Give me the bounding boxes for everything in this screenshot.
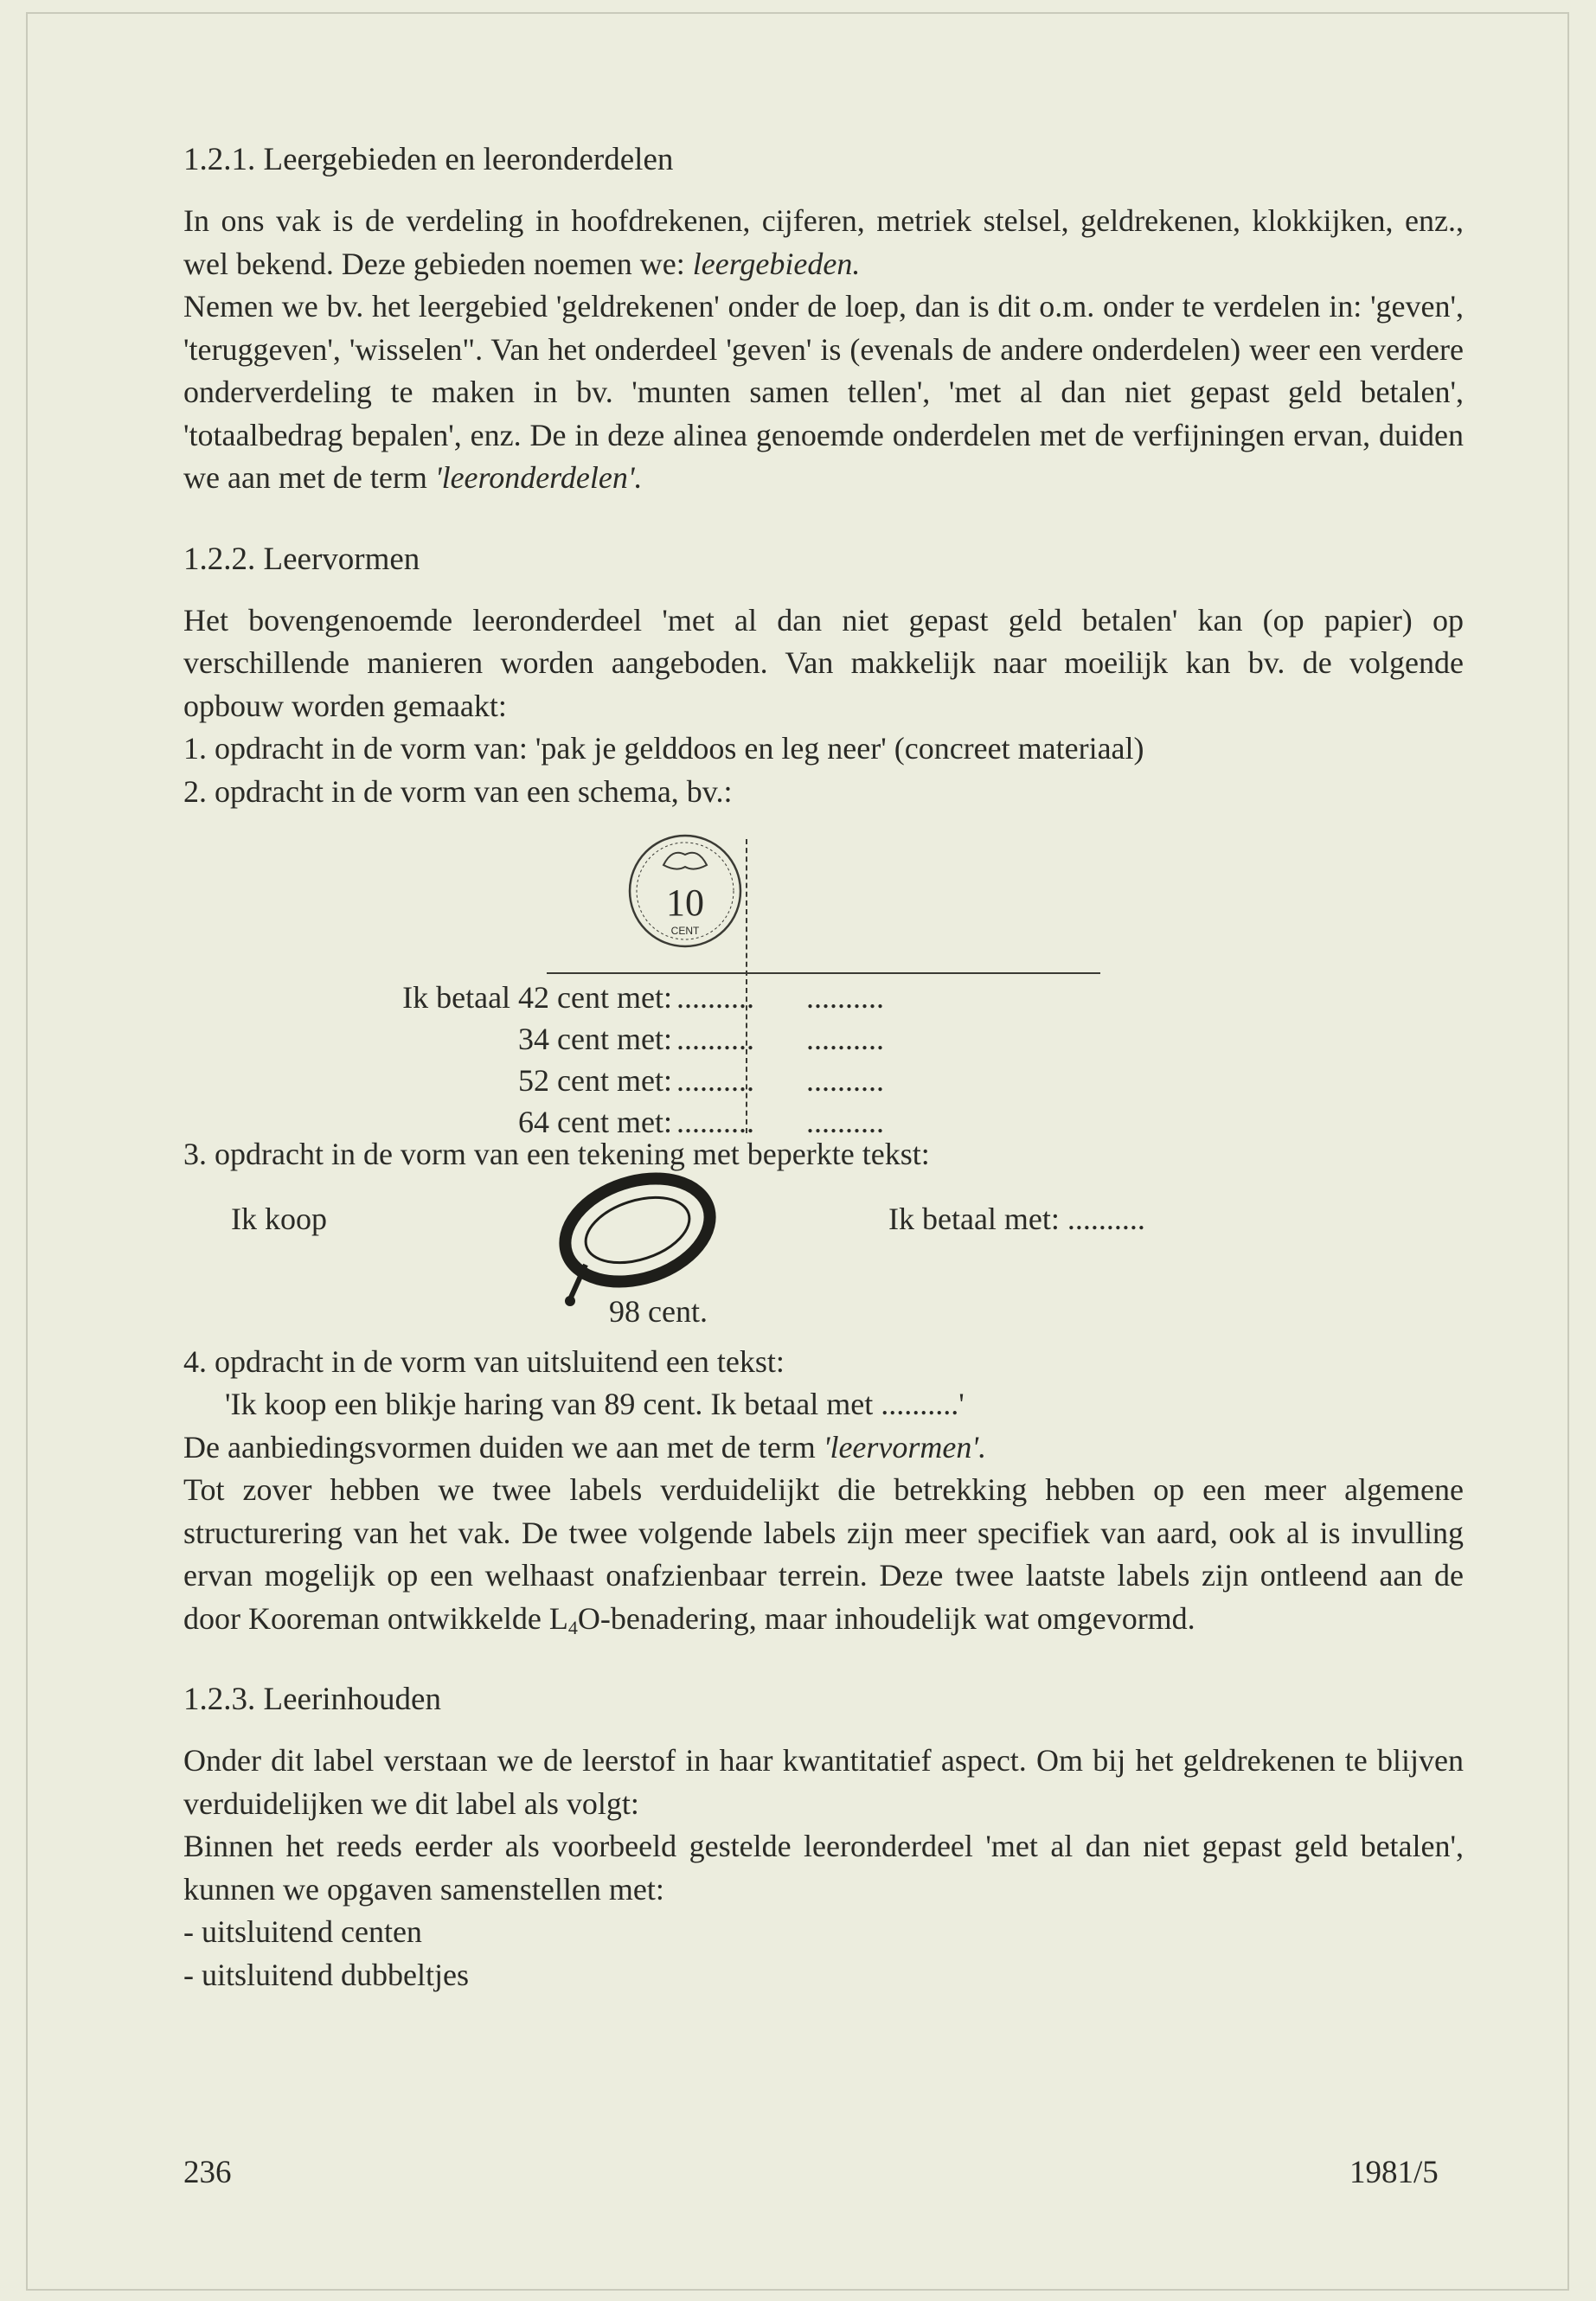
drawing-exercise — [183, 1176, 1464, 1341]
payment-schema — [183, 813, 1464, 1139]
list-item-4: 4. opdracht in de vorm van uitsluitend een tekst: — [183, 1343, 785, 1379]
paragraph-leergebieden: In ons vak is de verdeling in hoofdrekenen, cijferen, metriek stelsel, geldrekenen, klokkijken, enz., wel bekend. Deze gebieden noemen we: leergebieden. — [183, 203, 1464, 281]
drawing-koop-label: Ik koop — [231, 1201, 327, 1236]
list-item-4-quote: 'Ik koop een blikje haring van 89 cent. Ik betaal met ..........' — [225, 1387, 965, 1421]
paragraph-leervormen-intro: Het bovengenoemde leeronderdeel 'met al dan niet gepast geld betalen' kan (op papier) op verschillende manieren worden aangeboden. Van makkelijk naar moeilijk kan bv. de volgende opbouw worden gemaakt: — [183, 602, 1464, 723]
paragraph-leeronderdelen: Nemen we bv. het leergebied 'geldrekenen' onder de loep, dan is dit o.m. onder te verdelen in: 'geven', 'teruggeven', 'wisselen". Van het onderdeel 'geven' is (evenals de andere onderdelen) weer een verdere onderverdeling te maken in bv. 'munten samen tellen', 'met al dan niet gepast geld betalen', 'totaalbedrag bepalen', enz. De in deze alinea genoemde onderdelen met de verfijningen ervan, duiden we aan met de term 'leeronderdelen'. — [183, 289, 1464, 495]
list-item-1: 1. opdracht in de vorm van: 'pak je gelddoos en leg neer' (concreet materiaal) — [183, 731, 1144, 766]
page-number: 236 — [183, 2155, 232, 2190]
coin-unit: CENT — [670, 925, 700, 937]
article-body — [183, 138, 1464, 1997]
schema-horizontal-divider — [547, 972, 1100, 974]
heading-1-2-2: 1.2.2. Leervormen — [183, 541, 420, 577]
bullet-item: - uitsluitend dubbeltjes — [183, 1957, 469, 1992]
drawing-price: 98 cent. — [609, 1293, 708, 1329]
paragraph-opgaven: Binnen het reeds eerder als voorbeeld gestelde leeronderdeel 'met al dan niet gepast geld betalen', kunnen we opgaven samenstellen met: — [183, 1829, 1464, 1907]
schema-row: 64 cent met: .......... .......... — [518, 1105, 884, 1139]
schema-row: 52 cent met: .......... .......... — [518, 1063, 884, 1098]
ten-cent-coin-icon — [625, 830, 746, 952]
heading-1-2-1: 1.2.1. Leergebieden en leeronderdelen — [183, 142, 674, 177]
drawing-betaal-label: Ik betaal met: .......... — [888, 1201, 1145, 1236]
paragraph-labels: Tot zover hebben we twee labels verduidelijkt die betrekking hebben op een meer algemene structurering van het vak. De twee volgende labels zijn meer specifiek van aard, ook al is invulling ervan mogelijk op een welhaast onafzienbaar terrein. Deze twee laatste labels zijn ontleend aan de door Kooreman ontwikkelde $L_4O$-benadering, maar inhoudelijk wat omgevormd. — [183, 1472, 1464, 1638]
bullet-item: - uitsluitend centen — [183, 1914, 422, 1949]
schema-row: Ik betaal 42 cent met: .......... .......... — [402, 980, 884, 1015]
paragraph-aanbiedingsvormen: De aanbiedingsvormen duiden we aan met de term 'leervormen'. — [183, 1429, 987, 1465]
schema-row: 34 cent met: .......... .......... — [518, 1022, 884, 1056]
list-item-2: 2. opdracht in de vorm van een schema, bv.: — [183, 773, 733, 809]
coin-value: 10 — [666, 881, 704, 924]
list-item-3: 3. opdracht in de vorm van een tekening met beperkte tekst: — [183, 1137, 930, 1171]
paragraph-leerinhouden: Onder dit label verstaan we de leerstof in haar kwantitatief aspect. Om bij het geldrekenen te blijven verduidelijken we dit label als volgt: — [183, 1743, 1464, 1821]
issue-number: 1981/5 — [1349, 2155, 1439, 2190]
heading-1-2-3: 1.2.3. Leerinhouden — [183, 1682, 441, 1717]
